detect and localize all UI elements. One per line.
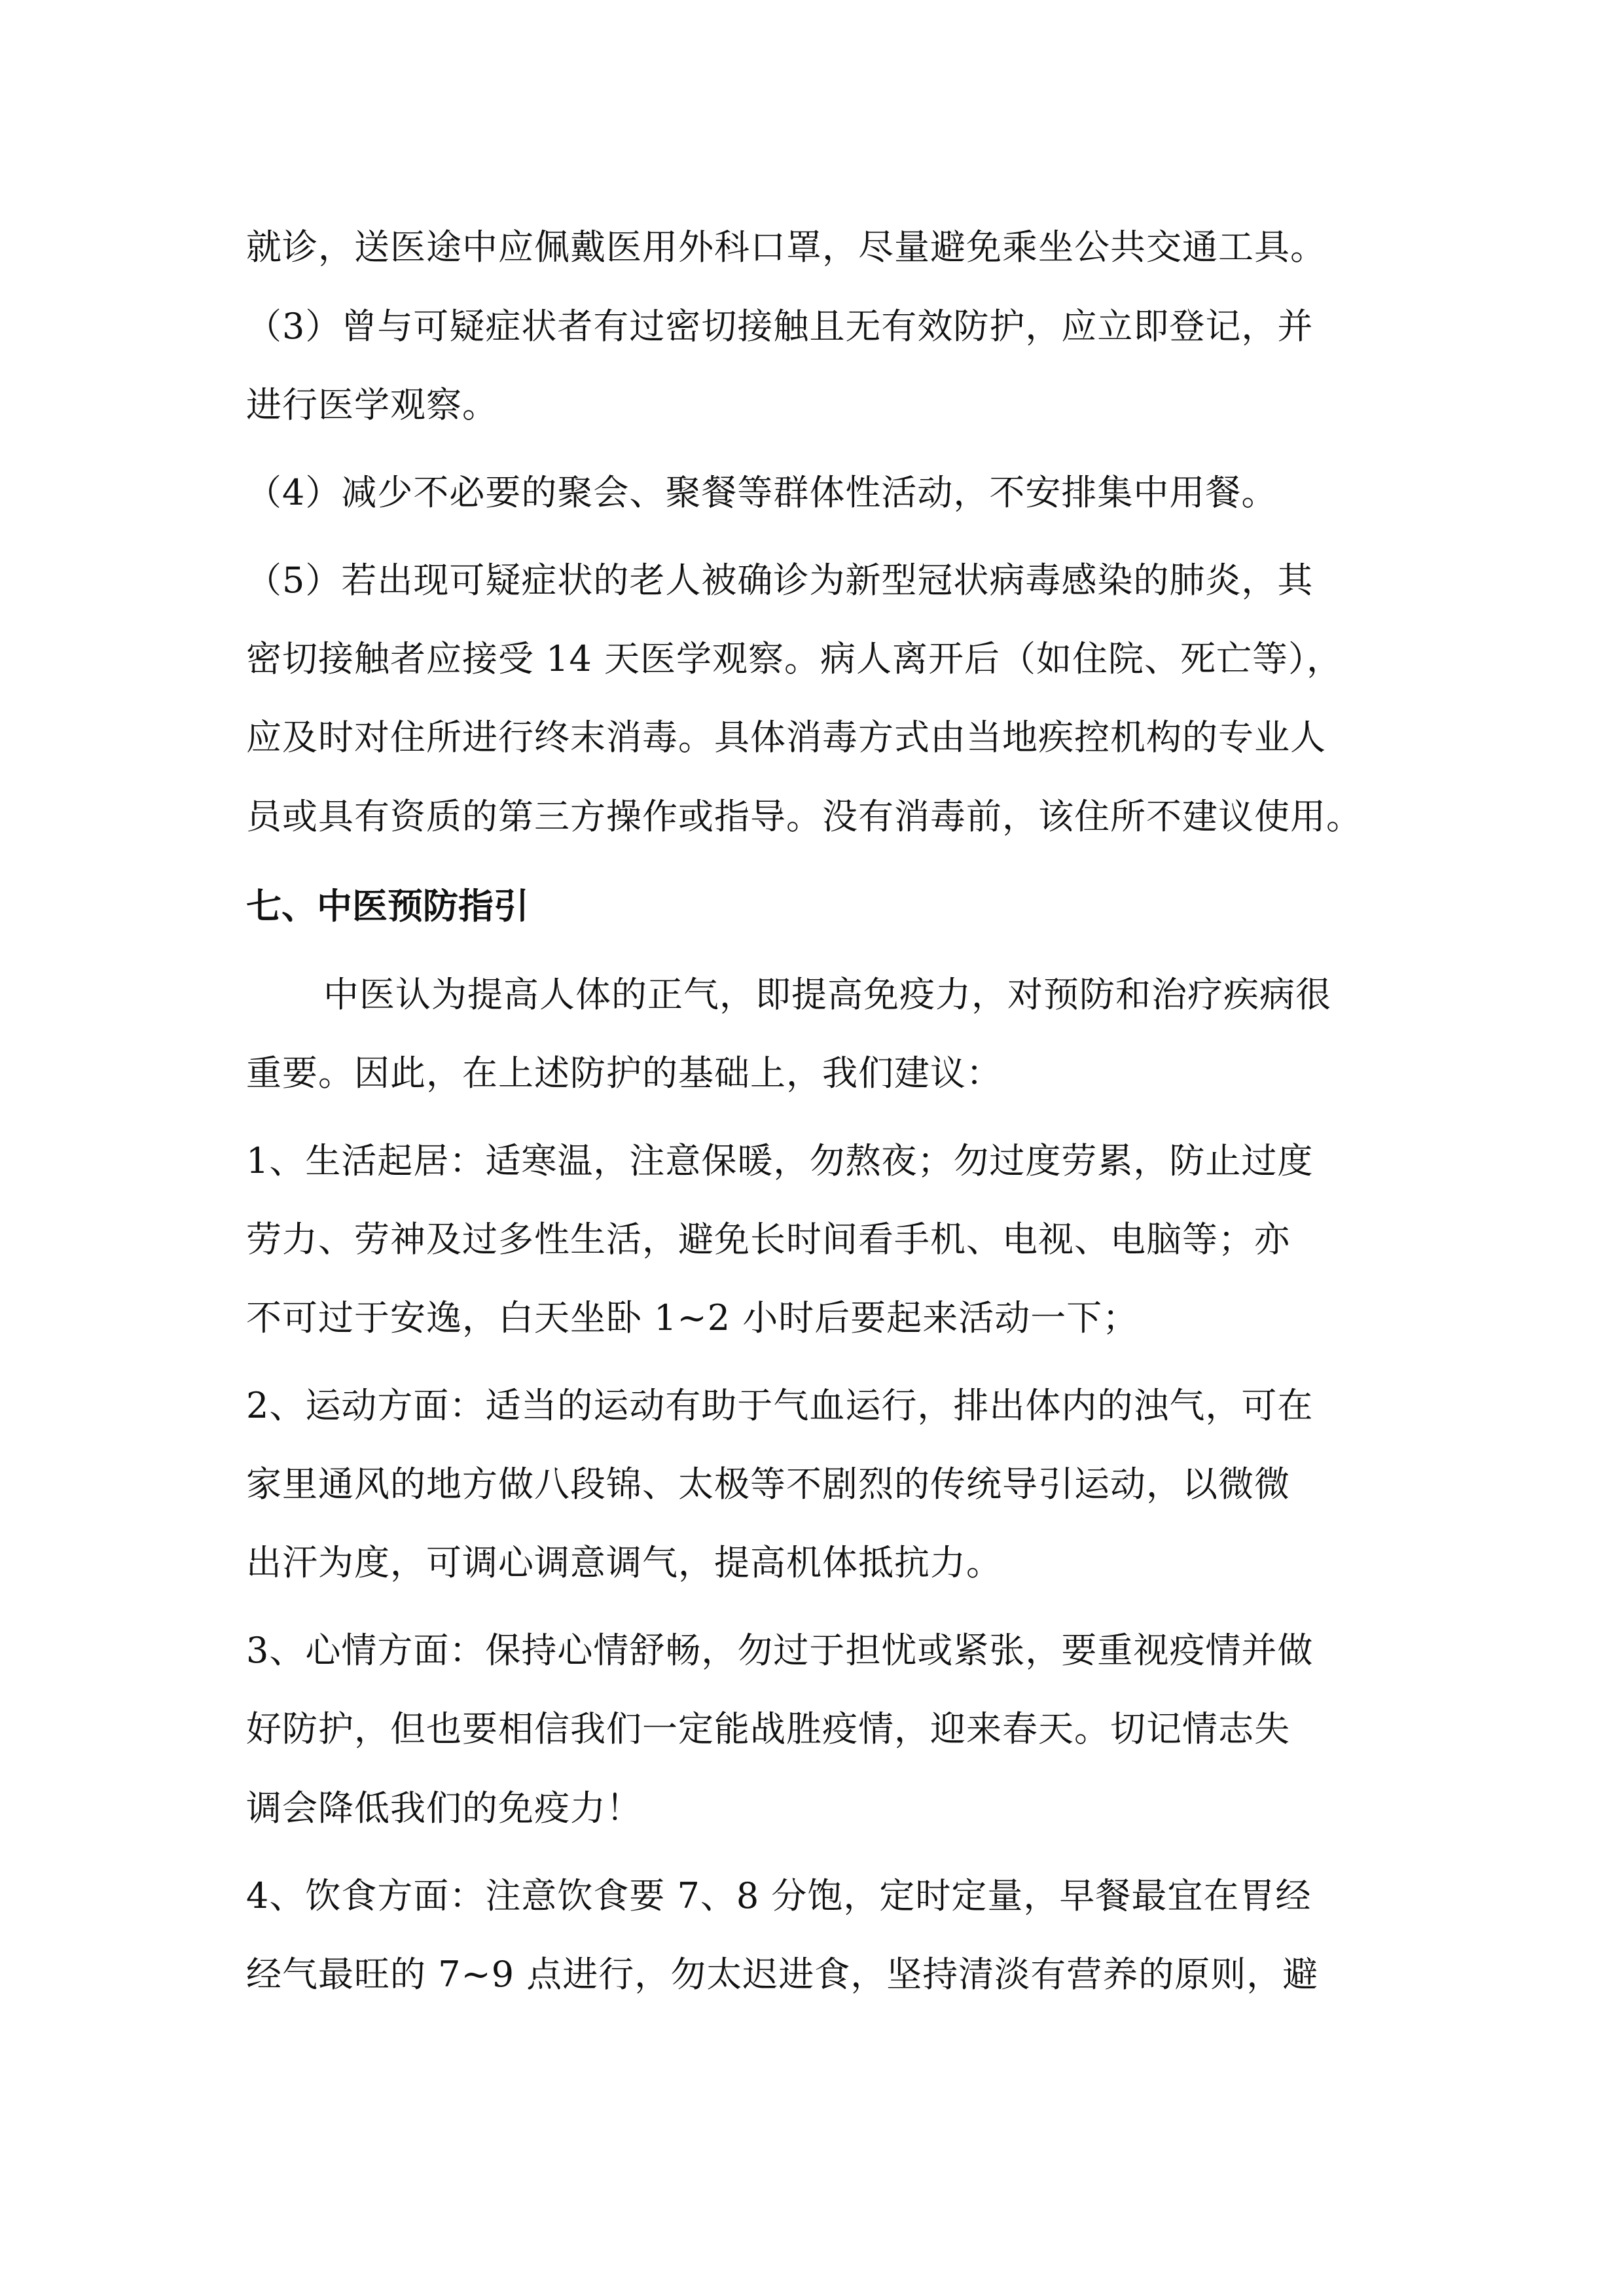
text-line-16: 家里通风的地方做八段锦、太极等不剧烈的传统导引运动，以微微 — [246, 1463, 1290, 1505]
text-line-18: 3、心情方面：保持心情舒畅，勿过于担忧或紧张，要重视疫情并做 — [246, 1630, 1314, 1671]
text-line-11: 重要。因此，在上述防护的基础上，我们建议： — [246, 1052, 1002, 1094]
text-line-3: 进行医学观察。 — [246, 384, 498, 425]
text-line-5: （5）若出现可疑症状的老人被确诊为新型冠状病毒感染的肺炎，其 — [246, 560, 1314, 601]
text-line-21: 4、饮食方面：注意饮食要 7、8 分饱，定时定量，早餐最宜在胃经 — [246, 1875, 1312, 1916]
text-line-14: 不可过于安逸，白天坐卧 1~2 小时后要起来活动一下； — [246, 1297, 1139, 1338]
text-line-15: 2、运动方面：适当的运动有助于气血运行，排出体内的浊气，可在 — [246, 1385, 1314, 1426]
section-heading: 七、中医预防指引 — [246, 886, 529, 927]
text-line-7: 应及时对住所进行终末消毒。具体消毒方式由当地疾控机构的专业人 — [246, 717, 1326, 758]
text-line-6: 密切接触者应接受 14 天医学观察。病人离开后（如住院、死亡等）， — [246, 638, 1343, 679]
text-line-4: （4）减少不必要的聚会、聚餐等群体性活动，不安排集中用餐。 — [246, 472, 1278, 513]
text-line-10: 中医认为提高人体的正气，即提高免疫力，对预防和治疗疾病很 — [323, 974, 1331, 1015]
text-line-13: 劳力、劳神及过多性生活，避免长时间看手机、电视、电脑等；亦 — [246, 1219, 1290, 1260]
text-line-12: 1、生活起居：适寒温，注意保暖，勿熬夜；勿过度劳累，防止过度 — [246, 1140, 1314, 1181]
text-line-22: 经气最旺的 7~9 点进行，勿太迟进食，坚持清淡有营养的原则，避 — [246, 1954, 1319, 1995]
text-line-20: 调会降低我们的免疫力！ — [246, 1787, 642, 1829]
text-line-2: （3）曾与可疑症状者有过密切接触且无有效防护，应立即登记，并 — [246, 306, 1314, 347]
text-line-19: 好防护，但也要相信我们一定能战胜疫情，迎来春天。切记情志失 — [246, 1708, 1290, 1749]
text-line-17: 出汗为度，可调心调意调气，提高机体抵抗力。 — [246, 1542, 1002, 1583]
text-line-1: 就诊，送医途中应佩戴医用外科口罩，尽量避免乘坐公共交通工具。 — [246, 226, 1326, 268]
text-line-8: 员或具有资质的第三方操作或指导。没有消毒前，该住所不建议使用。 — [246, 796, 1362, 837]
